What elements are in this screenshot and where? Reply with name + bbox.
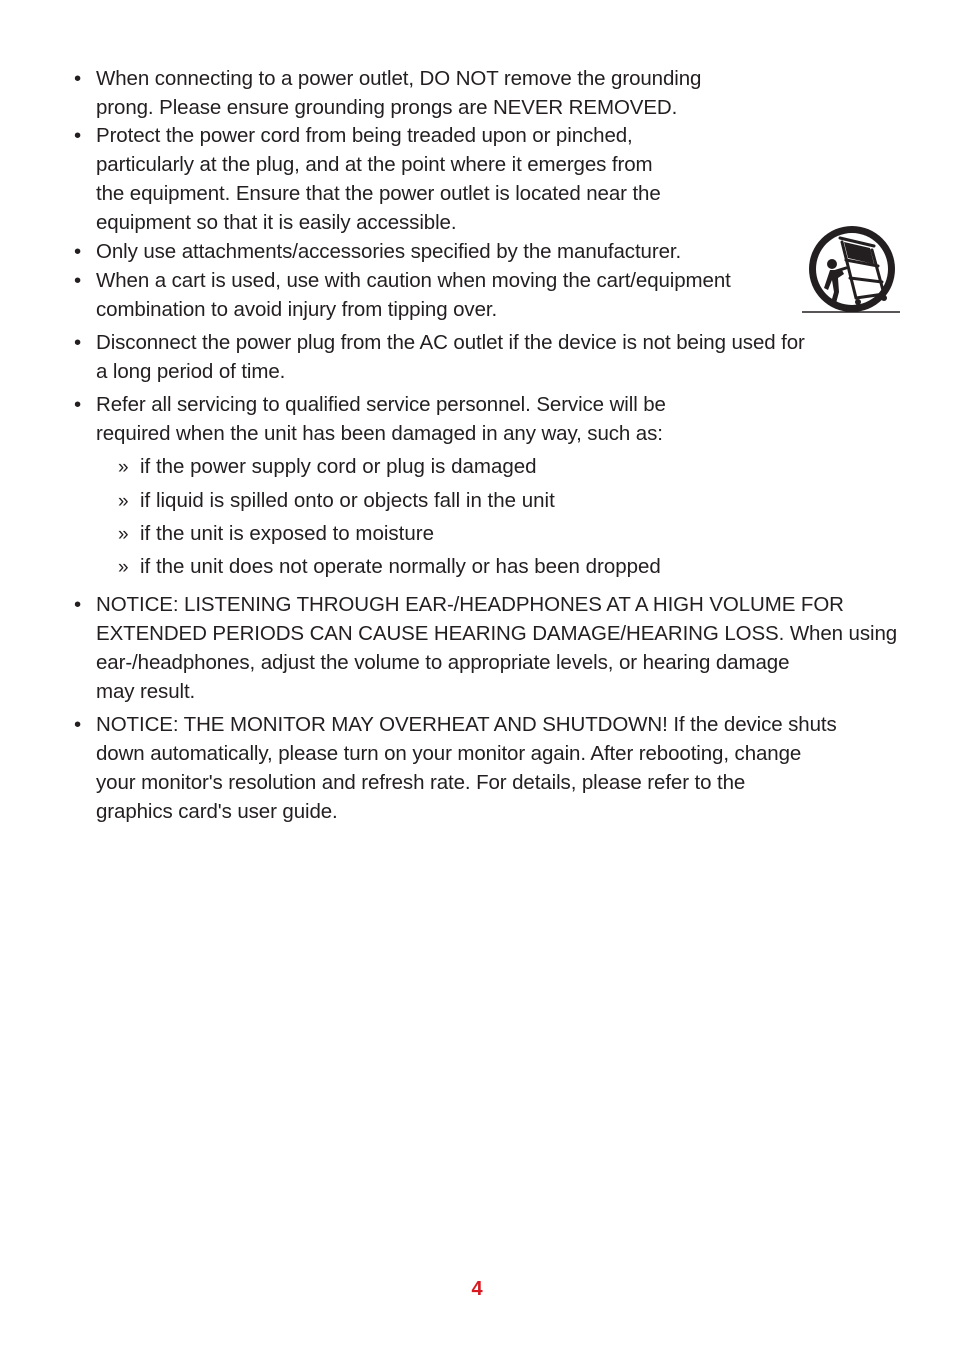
sub-item-text: if the unit does not operate normally or has been dropped xyxy=(140,555,661,578)
bullet-line: Protect the power cord from being treaded upon or pinched, xyxy=(96,124,633,147)
bullet-item-servicing xyxy=(74,390,666,448)
bullet-line: graphics card's user guide. xyxy=(96,800,338,823)
bullet-line: When connecting to a power outlet, DO NOT remove the grounding xyxy=(96,67,702,90)
sub-bullet: » xyxy=(118,557,129,578)
bullet-line: NOTICE: LISTENING THROUGH EAR-/HEADPHONES AT A HIGH VOLUME FOR xyxy=(96,593,844,616)
bullet-item-disconnect xyxy=(74,328,805,386)
sub-item-text: if the power supply cord or plug is damaged xyxy=(140,455,537,478)
bullet-item-power-cord xyxy=(74,121,661,237)
bullet-dot: • xyxy=(74,713,82,736)
bullet-line: your monitor's resolution and refresh rate. For details, please refer to the xyxy=(96,771,746,794)
bullet-line: required when the unit has been damaged in any way, such as: xyxy=(96,422,663,445)
bullet-dot: • xyxy=(74,393,82,416)
bullet-dot: • xyxy=(74,269,82,292)
bullet-line: the equipment. Ensure that the power outlet is located near the xyxy=(96,182,661,205)
bullet-line: Refer all servicing to qualified service personnel. Service will be xyxy=(96,393,666,416)
bullet-line: particularly at the plug, and at the point where it emerges from xyxy=(96,153,653,176)
bullet-line: Only use attachments/accessories specified by the manufacturer. xyxy=(96,240,682,263)
bullet-item-headphones-notice xyxy=(74,590,897,706)
sub-item-text: if liquid is spilled onto or objects fall in the unit xyxy=(140,489,555,512)
bullet-line: equipment so that it is easily accessible. xyxy=(96,211,457,234)
bullet-dot: • xyxy=(74,331,82,354)
bullet-line: NOTICE: THE MONITOR MAY OVERHEAT AND SHUTDOWN! If the device shuts xyxy=(96,713,837,736)
sub-item-text: if the unit is exposed to moisture xyxy=(140,522,434,545)
cart-tip-over-warning-icon xyxy=(800,224,902,316)
bullet-line: EXTENDED PERIODS CAN CAUSE HEARING DAMAGE/HEARING LOSS. When using xyxy=(96,622,898,645)
sub-bullet: » xyxy=(118,457,129,478)
bullet-dot: • xyxy=(74,67,82,90)
bullet-line: ear-/headphones, adjust the volume to appropriate levels, or hearing damage xyxy=(96,651,790,674)
bullet-line: When a cart is used, use with caution when moving the cart/equipment xyxy=(96,269,731,292)
bullet-item-attachments xyxy=(74,237,681,266)
bullet-line: Disconnect the power plug from the AC outlet if the device is not being used for xyxy=(96,331,805,354)
bullet-dot: • xyxy=(74,124,82,147)
bullet-item-cart xyxy=(74,266,731,324)
sub-list-item xyxy=(118,486,555,516)
sub-list-item xyxy=(118,519,434,549)
bullet-line: a long period of time. xyxy=(96,360,286,383)
page-number: 4 xyxy=(471,1278,483,1300)
sub-list-item xyxy=(118,452,537,482)
bullet-dot: • xyxy=(74,593,82,616)
bullet-item-grounding xyxy=(74,64,701,122)
sub-bullet: » xyxy=(118,524,129,545)
bullet-item-overheat-notice xyxy=(74,710,837,826)
bullet-line: down automatically, please turn on your monitor again. After rebooting, change xyxy=(96,742,802,765)
sub-bullet: » xyxy=(118,491,129,512)
bullet-line: may result. xyxy=(96,680,196,703)
bullet-line: combination to avoid injury from tipping over. xyxy=(96,298,498,321)
sub-list-item xyxy=(118,552,661,582)
bullet-line: prong. Please ensure grounding prongs are NEVER REMOVED. xyxy=(96,96,678,119)
bullet-dot: • xyxy=(74,240,82,263)
